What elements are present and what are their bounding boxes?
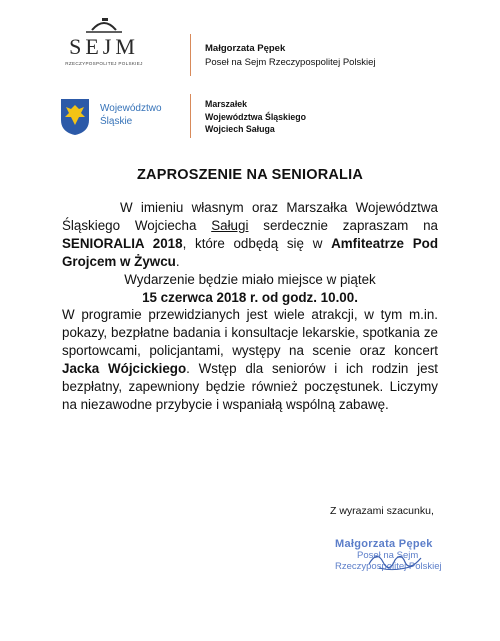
region-name-line2: Śląskie [100,116,133,127]
handwritten-signature-icon [365,546,425,576]
sender-name: Małgorzata Pępek [205,43,286,54]
header-divider [190,34,191,76]
closing-line: Z wyrazami szacunku, [330,505,434,517]
sender-block [205,42,376,70]
sejm-building-icon [58,14,150,36]
letter-body [62,199,438,414]
region-name-line1: Województwo [100,103,162,114]
marshal-name: Wojciech Saługa [205,124,275,134]
sender-role: Poseł na Sejm Rzeczypospolitej Polskiej [205,57,376,68]
event-date: 15 czerwca 2018 r. od godz. 10.00. [142,289,358,305]
signature-line1: Poseł na Sejm [357,550,419,561]
marshal-office: Województwa Śląskiego [205,111,307,122]
signature-line2: Rzeczypospolitej Polskiej [335,561,442,572]
marshal-block [205,98,306,136]
sejm-logo-subtitle: RZECZYPOSPOLITEJ POLSKIEJ [65,61,143,66]
paragraph-invitation: W imieniu własnym oraz Marszałka Województwa Śląskiego Wojciecha Saługi serdecznie zapraszam na SENIORALIA 2018, które odbędą się w Amfiteatrze Pod Grojcem w Żywcu. [62,200,438,269]
paragraph-date-intro: Wydarzenie będzie miało miejsce w piątek [124,271,376,287]
signature-stamp [335,538,465,600]
page-title: ZAPROSZENIE NA SENIORALIA [136,167,363,183]
silesia-coat-of-arms-icon [60,98,90,136]
sejm-logo-word: SEJM [69,34,139,59]
marshal-title: Marszałek [205,99,248,109]
header-divider-2 [190,94,191,138]
signature-name: Małgorzata Pępek [335,538,433,550]
region-name [100,102,162,128]
paragraph-program: W programie przewidzianych jest wiele atrakcji, w tym m.in. pokazy, bezpłatne badania i konsultacje lekarskie, spotkania ze sportowcami, policjantami, występy na scenie oraz koncert Jacka Wójcickiego. Wstęp dla seniorów i ich rodzin jest bezpłatny, zapewniony będzie również poczęstunek. Liczymy na niezawodne przybycie i wspaniałą wspólną zabawę. [62,307,438,412]
sejm-logo [58,14,150,74]
